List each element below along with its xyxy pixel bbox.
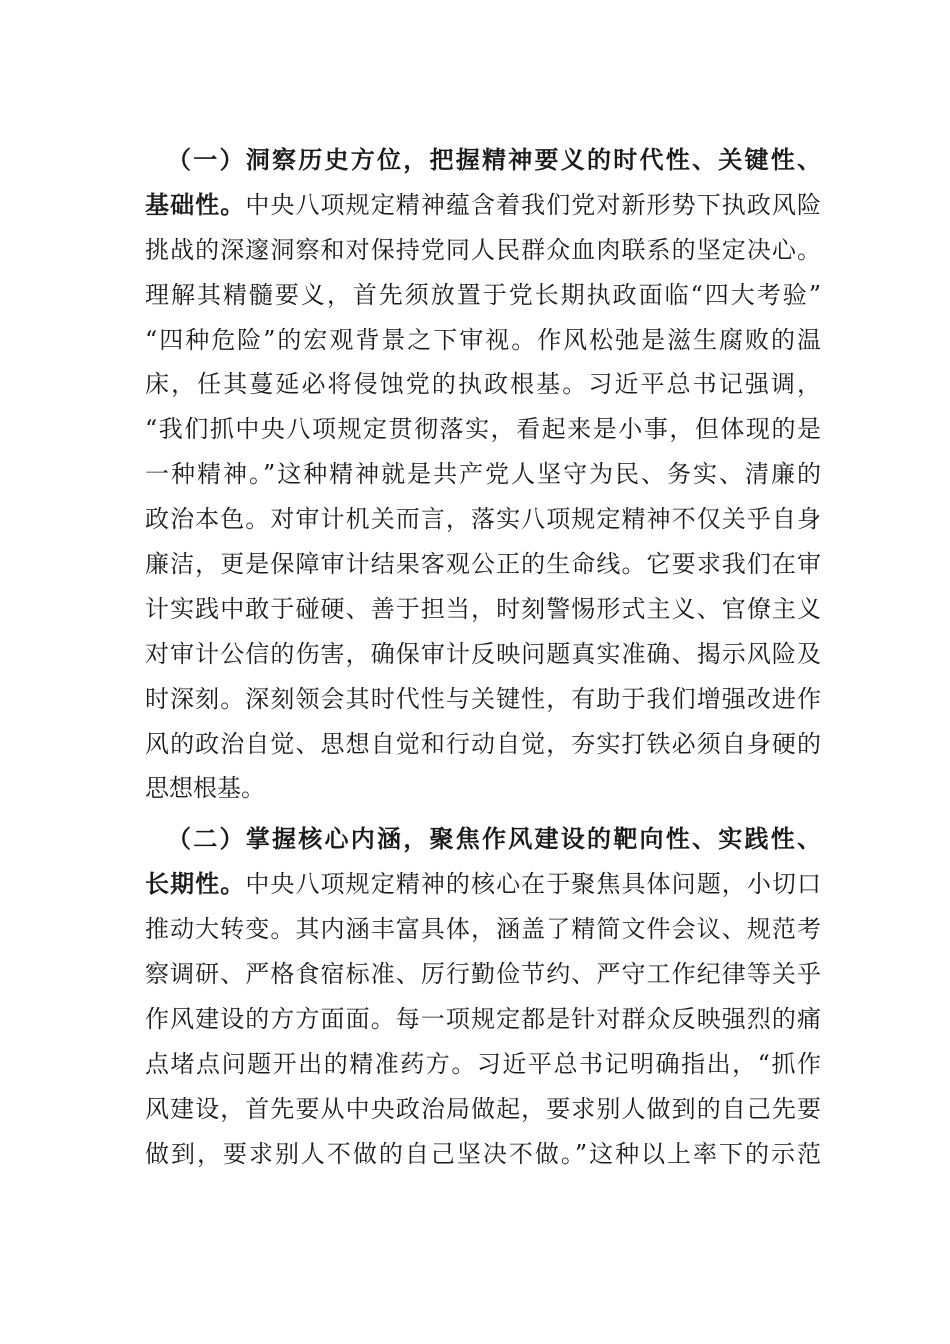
section-heading: （一）洞察历史方位，把握精神要义的时代性、关键性、 — [167, 145, 821, 174]
text-line — [145, 632, 821, 677]
text-line — [145, 997, 821, 1042]
text-line — [145, 1132, 821, 1177]
text-line — [145, 542, 821, 587]
body-text: 理解其精髓要义，首先须放置于党长期执政面临“四大考验” — [145, 280, 821, 309]
text-line — [145, 587, 821, 632]
body-text: 床，任其蔓延必将侵蚀党的执政根基。习近平总书记强调， — [145, 370, 821, 399]
text-line — [145, 497, 821, 542]
text-line — [145, 677, 821, 722]
body-text: 做到，要求别人不做的自己坚决不做。”这种以上率下的示范 — [145, 1139, 821, 1168]
body-text: 中央八项规定精神蕴含着我们党对新形势下执政风险 — [245, 190, 822, 219]
text-line — [145, 407, 821, 452]
text-line — [145, 766, 821, 811]
text-line — [145, 817, 821, 862]
section-heading: （二）掌握核心内涵，聚焦作风建设的靶向性、实践性、 — [167, 824, 821, 854]
body-text: 中央八项规定精神的核心在于聚焦具体问题，小切口 — [245, 870, 822, 899]
text-line — [145, 138, 821, 183]
body-text: 思想根基。 — [145, 774, 265, 803]
body-text: 风的政治自觉、思想自觉和行动自觉，夯实打铁必须自身硬的 — [145, 729, 821, 758]
body-text: “我们抓中央八项规定贯彻落实，看起来是小事，但体现的是 — [145, 415, 821, 444]
paragraph — [145, 138, 821, 811]
section-heading: 基础性。 — [145, 189, 246, 219]
body-text: 计实践中敢于碰硬、善于担当，时刻警惕形式主义、官僚主义 — [145, 594, 821, 623]
text-line — [145, 183, 821, 228]
body-text: 对审计公信的伤害，确保审计反映问题真实准确、揭示风险及 — [145, 639, 821, 668]
paragraph — [145, 817, 821, 1176]
body-text: 作风建设的方方面面。每一项规定都是针对群众反映强烈的痛 — [145, 1004, 821, 1033]
body-text: 时深刻。深刻领会其时代性与关键性，有助于我们增强改进作 — [145, 684, 821, 713]
body-text: 点堵点问题开出的精准药方。习近平总书记明确指出，“抓作 — [145, 1049, 821, 1078]
text-line — [145, 907, 821, 952]
text-line — [145, 1087, 821, 1132]
text-line — [145, 362, 821, 407]
text-line — [145, 722, 821, 767]
text-line — [145, 1042, 821, 1087]
section-heading: 长期性。 — [145, 869, 246, 899]
body-text: 挑战的深邃洞察和对保持党同人民群众血肉联系的坚定决心。 — [145, 235, 821, 264]
text-line — [145, 952, 821, 997]
text-line — [145, 318, 821, 363]
text-line — [145, 862, 821, 907]
body-text: 推动大转变。其内涵丰富具体，涵盖了精简文件会议、规范考 — [145, 915, 821, 944]
body-text: 风建设，首先要从中央政治局做起，要求别人做到的自己先要 — [145, 1094, 821, 1123]
text-line — [145, 228, 821, 273]
body-text: “四种危险”的宏观背景之下审视。作风松弛是滋生腐败的温 — [145, 325, 821, 354]
text-line — [145, 452, 821, 497]
document-page — [145, 138, 821, 1182]
body-text: 廉洁，更是保障审计结果客观公正的生命线。它要求我们在审 — [145, 550, 821, 579]
text-line — [145, 273, 821, 318]
body-text: 一种精神。”这种精神就是共产党人坚守为民、务实、清廉的 — [145, 460, 821, 489]
body-text: 政治本色。对审计机关而言，落实八项规定精神不仅关乎自身 — [145, 505, 821, 534]
body-text: 察调研、严格食宿标准、厉行勤俭节约、严守工作纪律等关乎 — [145, 960, 821, 989]
